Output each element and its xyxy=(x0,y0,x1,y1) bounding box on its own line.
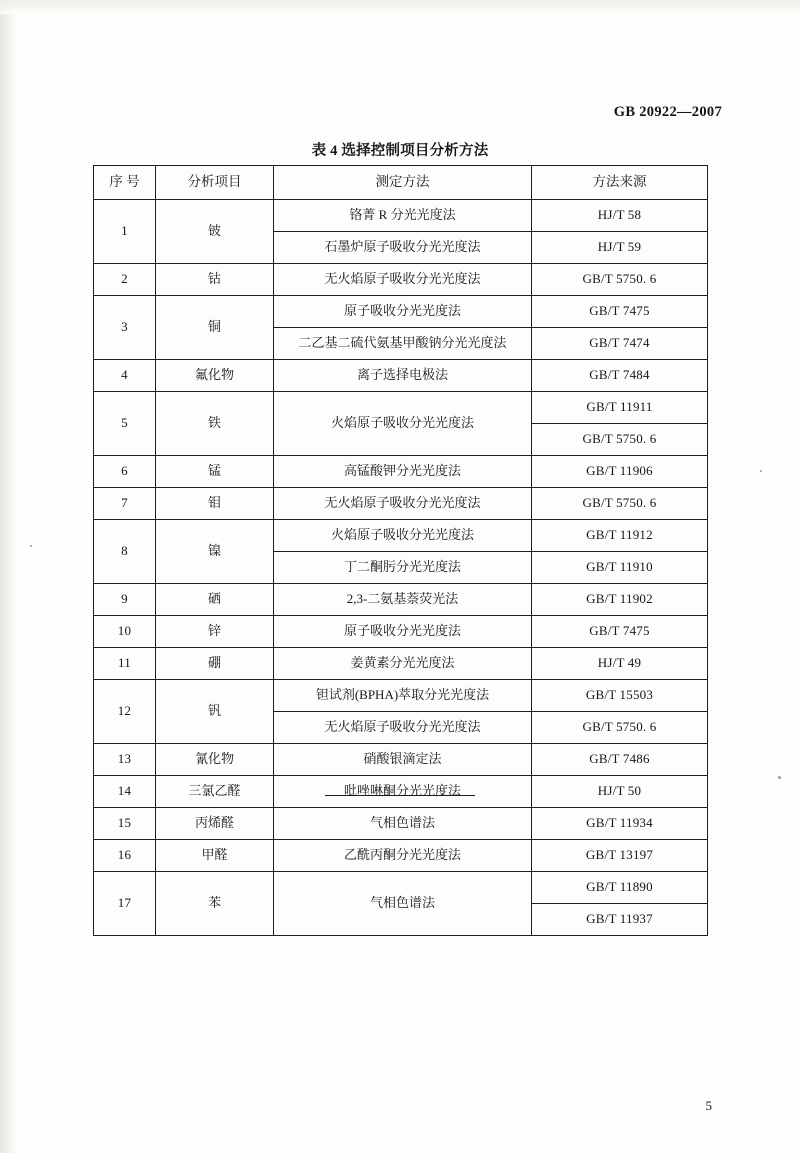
cell-no: 10 xyxy=(94,616,156,648)
cell-method: 姜黄素分光光度法 xyxy=(274,648,532,680)
cell-item: 钴 xyxy=(156,264,274,296)
cell-method: 火焰原子吸收分光光度法 xyxy=(274,520,532,552)
table-row xyxy=(94,872,708,904)
cell-item: 氰化物 xyxy=(156,744,274,776)
table-header-row xyxy=(94,166,708,200)
table-row xyxy=(94,392,708,424)
cell-item: 氟化物 xyxy=(156,360,274,392)
table-row xyxy=(94,776,708,808)
section-divider-rule xyxy=(325,795,475,796)
cell-item: 铍 xyxy=(156,200,274,264)
cell-source: GB/T 7474 xyxy=(532,328,708,360)
cell-no: 14 xyxy=(94,776,156,808)
table-row xyxy=(94,520,708,552)
cell-method: 硝酸银滴定法 xyxy=(274,744,532,776)
table-row xyxy=(94,680,708,712)
cell-no: 12 xyxy=(94,680,156,744)
cell-item: 钒 xyxy=(156,680,274,744)
cell-source: GB/T 7475 xyxy=(532,296,708,328)
standard-code-header: GB 20922—2007 xyxy=(613,104,722,120)
cell-source: HJ/T 59 xyxy=(532,232,708,264)
table-row xyxy=(94,840,708,872)
cell-method: 丁二酮肟分光光度法 xyxy=(274,552,532,584)
cell-no: 9 xyxy=(94,584,156,616)
cell-item: 硼 xyxy=(156,648,274,680)
scan-speck xyxy=(778,776,781,779)
cell-method: 无火焰原子吸收分光光度法 xyxy=(274,488,532,520)
column-header-method: 测定方法 xyxy=(274,166,532,200)
column-header-item: 分析项目 xyxy=(156,166,274,200)
page-number: 5 xyxy=(705,1098,712,1113)
column-header-source: 方法来源 xyxy=(532,166,708,200)
cell-method: 高锰酸钾分光光度法 xyxy=(274,456,532,488)
cell-method: 石墨炉原子吸收分光光度法 xyxy=(274,232,532,264)
cell-no: 17 xyxy=(94,872,156,936)
scan-edge-left xyxy=(0,0,18,1153)
cell-item: 钼 xyxy=(156,488,274,520)
cell-source: HJ/T 58 xyxy=(532,200,708,232)
cell-source: GB/T 11902 xyxy=(532,584,708,616)
cell-source: GB/T 7484 xyxy=(532,360,708,392)
table-row xyxy=(94,744,708,776)
scan-edge-top xyxy=(0,0,800,14)
cell-method: 气相色谱法 xyxy=(274,872,532,936)
cell-item: 硒 xyxy=(156,584,274,616)
cell-item: 甲醛 xyxy=(156,840,274,872)
cell-no: 7 xyxy=(94,488,156,520)
cell-method: 离子选择电极法 xyxy=(274,360,532,392)
cell-source: GB/T 11910 xyxy=(532,552,708,584)
cell-method: 无火焰原子吸收分光光度法 xyxy=(274,264,532,296)
cell-item: 铁 xyxy=(156,392,274,456)
cell-item: 锰 xyxy=(156,456,274,488)
table-row xyxy=(94,200,708,232)
cell-source: GB/T 5750. 6 xyxy=(532,264,708,296)
cell-no: 2 xyxy=(94,264,156,296)
cell-method: 原子吸收分光光度法 xyxy=(274,616,532,648)
cell-no: 6 xyxy=(94,456,156,488)
column-header-no: 序 号 xyxy=(94,166,156,200)
cell-source: GB/T 11906 xyxy=(532,456,708,488)
analysis-methods-table xyxy=(93,165,708,936)
table-row xyxy=(94,648,708,680)
table-row xyxy=(94,264,708,296)
cell-item: 铜 xyxy=(156,296,274,360)
cell-source: GB/T 7475 xyxy=(532,616,708,648)
cell-item: 锌 xyxy=(156,616,274,648)
cell-source: GB/T 11890 xyxy=(532,872,708,904)
scan-speck xyxy=(30,545,32,547)
table-row xyxy=(94,584,708,616)
cell-source: GB/T 15503 xyxy=(532,680,708,712)
cell-no: 1 xyxy=(94,200,156,264)
cell-no: 16 xyxy=(94,840,156,872)
cell-source: GB/T 11912 xyxy=(532,520,708,552)
table-row xyxy=(94,296,708,328)
cell-source: HJ/T 50 xyxy=(532,776,708,808)
cell-item: 三氯乙醛 xyxy=(156,776,274,808)
cell-method: 吡唑啉酮分光光度法 xyxy=(274,776,532,808)
cell-source: GB/T 5750. 6 xyxy=(532,712,708,744)
cell-source: GB/T 7486 xyxy=(532,744,708,776)
cell-method: 乙酰丙酮分光光度法 xyxy=(274,840,532,872)
cell-source: GB/T 11911 xyxy=(532,392,708,424)
cell-no: 15 xyxy=(94,808,156,840)
cell-item: 丙烯醛 xyxy=(156,808,274,840)
cell-source: GB/T 5750. 6 xyxy=(532,424,708,456)
cell-no: 4 xyxy=(94,360,156,392)
cell-source: GB/T 5750. 6 xyxy=(532,488,708,520)
cell-no: 5 xyxy=(94,392,156,456)
cell-source: GB/T 13197 xyxy=(532,840,708,872)
cell-source: GB/T 11934 xyxy=(532,808,708,840)
cell-method: 无火焰原子吸收分光光度法 xyxy=(274,712,532,744)
cell-no: 11 xyxy=(94,648,156,680)
table-caption: 表 4 选择控制项目分析方法 xyxy=(311,143,489,159)
cell-item: 镍 xyxy=(156,520,274,584)
table-row xyxy=(94,488,708,520)
table-row xyxy=(94,456,708,488)
cell-source: HJ/T 49 xyxy=(532,648,708,680)
cell-method: 铬菁 R 分光光度法 xyxy=(274,200,532,232)
cell-no: 3 xyxy=(94,296,156,360)
table-row xyxy=(94,808,708,840)
cell-source: GB/T 11937 xyxy=(532,904,708,936)
cell-method: 二乙基二硫代氨基甲酸钠分光光度法 xyxy=(274,328,532,360)
cell-method: 2,3-二氨基萘荧光法 xyxy=(274,584,532,616)
cell-method: 钽试剂(BPHA)萃取分光光度法 xyxy=(274,680,532,712)
cell-method: 气相色谱法 xyxy=(274,808,532,840)
cell-method: 火焰原子吸收分光光度法 xyxy=(274,392,532,456)
cell-no: 13 xyxy=(94,744,156,776)
cell-item: 苯 xyxy=(156,872,274,936)
table-row xyxy=(94,360,708,392)
cell-no: 8 xyxy=(94,520,156,584)
scan-speck xyxy=(760,470,762,472)
table-row xyxy=(94,616,708,648)
cell-method: 原子吸收分光光度法 xyxy=(274,296,532,328)
